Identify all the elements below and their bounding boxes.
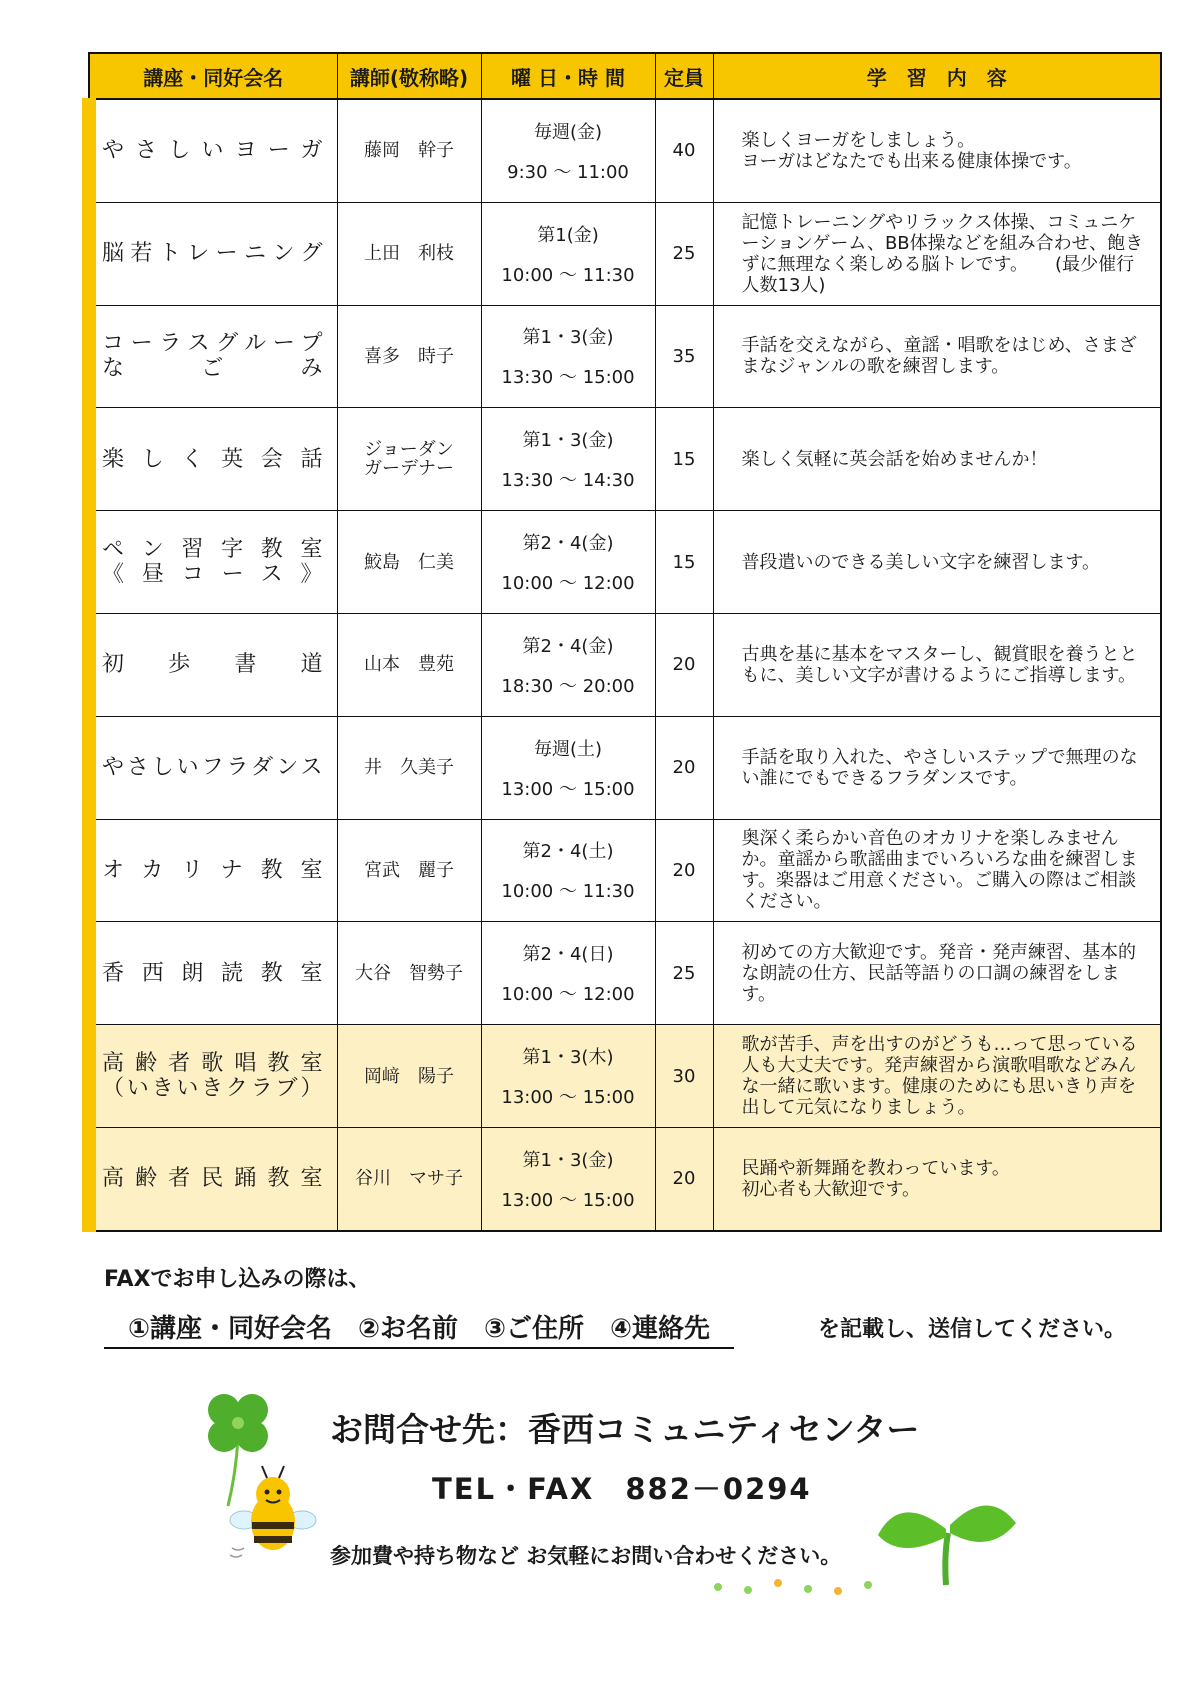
teacher-name: 鮫島 仁美 (337, 511, 481, 614)
course-content: 歌が苦手、声を出すのがどうも…って思っている人も大丈夫です。発声練習から演歌唱歌などみんな一緒に歌います。健康のためにも思いきり声を出して元気になりましょう。 (713, 1025, 1161, 1128)
course-name (89, 305, 337, 408)
contact-note: 参加費や持ち物など お気軽にお問い合わせください。 (330, 1544, 842, 1568)
header-content: 学 習 内 容 (713, 53, 1161, 99)
teacher-name: 井 久美子 (337, 716, 481, 819)
course-content: 民踊や新舞踊を教わっています。 初心者も大歓迎です。 (713, 1127, 1161, 1230)
teacher-name: 谷川 マサ子 (337, 1127, 481, 1230)
teacher-name: 藤岡 幹子 (337, 99, 481, 202)
course-content: 楽しくヨーガをしましょう。 ヨーガはどなたでも出来る健康体操です。 (713, 99, 1161, 202)
table-row (89, 716, 1161, 819)
capacity: 20 (655, 613, 713, 716)
table-row (89, 922, 1161, 1025)
course-content: 普段遣いのできる美しい文字を練習します。 (713, 511, 1161, 614)
schedule-day: 第1(金) (537, 224, 599, 246)
capacity: 20 (655, 819, 713, 922)
capacity: 15 (655, 408, 713, 511)
course-name (89, 202, 337, 305)
course-name (89, 1025, 337, 1128)
schedule-time: 10:00 ～ 12:00 (501, 573, 635, 595)
schedule-time: 13:30 ～ 15:00 (501, 367, 635, 389)
course-content: 手話を交えながら、童謡・唱歌をはじめ、さまざまなジャンルの歌を練習します。 (713, 305, 1161, 408)
capacity: 30 (655, 1025, 713, 1128)
schedule-day: 第1・3(金) (522, 430, 614, 452)
header-time: 曜 日・時 間 (481, 53, 655, 99)
schedule-time: 13:30 ～ 14:30 (501, 470, 635, 492)
course-name-line: やさしいヨーガ (102, 138, 323, 164)
schedule-day: 第1・3(金) (522, 327, 614, 349)
fax-items: ①講座・同好会名 ②お名前 ③ご住所 ④連絡先 (104, 1308, 734, 1349)
table-row (89, 819, 1161, 922)
teacher-name: 喜多 時子 (337, 305, 481, 408)
schedule-day: 第2・4(日) (522, 944, 614, 966)
schedule-time: 13:00 ～ 15:00 (501, 1189, 635, 1211)
fax-intro: FAXでお申し込みの際は、 (104, 1267, 371, 1292)
schedule-day: 毎週(金) (533, 121, 603, 143)
teacher-name: 宮武 麗子 (337, 819, 481, 922)
course-content: 記憶トレーニングやリラックス体操、コミュニケーションゲーム、BB体操などを組み合わせ、飽きずに無理なく楽しめる脳トレです。 (最少催行人数13人) (713, 202, 1161, 305)
schedule-time: 13:00 ～ 15:00 (501, 1087, 635, 1109)
course-content: 奥深く柔らかい音色のオカリナを楽しみませんか。童謡から歌謡曲までいろいろな曲を練習します。楽器はご用意ください。ご購入の際はご相談ください。 (713, 819, 1161, 922)
course-name (89, 716, 337, 819)
course-name (89, 99, 337, 202)
course-name-line: （いきいきクラブ） (102, 1076, 323, 1102)
course-name-line: 楽しく英会話 (102, 446, 323, 472)
table-header-row (89, 53, 1161, 99)
header-name: 講座・同好会名 (89, 53, 337, 99)
course-content: 初めての方大歓迎です。発音・発声練習、基本的な朗読の仕方、民話等語りの口調の練習をします。 (713, 922, 1161, 1025)
course-name-line: 高齢者民踊教室 (102, 1166, 323, 1192)
course-name (89, 819, 337, 922)
course-content: 楽しく気軽に英会話を始めませんか！ (713, 408, 1161, 511)
course-name (89, 408, 337, 511)
schedule (481, 511, 655, 614)
schedule (481, 819, 655, 922)
schedule-time: 10:00 ～ 12:00 (501, 984, 635, 1006)
table-row (89, 408, 1161, 511)
schedule-day: 第2・4(土) (522, 841, 614, 863)
course-name-line: コーラスグループ (102, 331, 323, 357)
teacher-name: 山本 豊苑 (337, 613, 481, 716)
table-row (89, 613, 1161, 716)
schedule (481, 1127, 655, 1230)
teacher-name: 上田 利枝 (337, 202, 481, 305)
teacher-name: 大谷 智勢子 (337, 922, 481, 1025)
schedule-day: 第2・4(金) (522, 635, 614, 657)
table-row (89, 511, 1161, 614)
course-name-line: 《昼コース》 (102, 562, 323, 588)
schedule (481, 1025, 655, 1128)
schedule-day: 第2・4(金) (522, 533, 614, 555)
schedule (481, 716, 655, 819)
course-name-line: 脳若トレーニング (102, 241, 323, 267)
course-name-line: 初歩書道 (102, 652, 323, 678)
course-name (89, 613, 337, 716)
header-teacher: 講師(敬称略) (337, 53, 481, 99)
capacity: 15 (655, 511, 713, 614)
schedule-day: 第1・3(金) (522, 1149, 614, 1171)
fax-suffix: を記載し、送信してください。 (818, 1317, 1127, 1342)
table-row (89, 305, 1161, 408)
table-row (89, 1127, 1161, 1230)
course-name-line: オカリナ教室 (102, 857, 323, 883)
schedule-time: 10:00 ～ 11:30 (501, 881, 635, 903)
course-name-line: ペン習字教室 (102, 537, 323, 563)
course-name (89, 511, 337, 614)
course-name-line: 高齢者歌唱教室 (102, 1051, 323, 1077)
course-name (89, 922, 337, 1025)
capacity: 35 (655, 305, 713, 408)
teacher-name: ジョーダン ガーデナー (337, 408, 481, 511)
course-name (89, 1127, 337, 1230)
course-name-line: 香西朗読教室 (102, 960, 323, 986)
contact-title: お問合せ先：香西コミュニティセンター (330, 1410, 920, 1449)
course-name-line: やさしいフラダンス (102, 755, 323, 781)
table-row (89, 202, 1161, 305)
schedule-time: 13:00 ～ 15:00 (501, 778, 635, 800)
schedule (481, 202, 655, 305)
teacher-name: 岡﨑 陽子 (337, 1025, 481, 1128)
capacity: 20 (655, 716, 713, 819)
schedule-time: 10:00 ～ 11:30 (501, 264, 635, 286)
schedule-day: 毎週(土) (533, 738, 603, 760)
header-capacity: 定員 (655, 53, 713, 99)
schedule-day: 第1・3(木) (522, 1047, 614, 1069)
schedule (481, 305, 655, 408)
capacity: 20 (655, 1127, 713, 1230)
course-name-line: なごみ (102, 356, 323, 382)
schedule-time: 9:30 ～ 11:00 (507, 161, 629, 183)
capacity: 40 (655, 99, 713, 202)
capacity: 25 (655, 922, 713, 1025)
schedule (481, 408, 655, 511)
course-content: 古典を基に基本をマスターし、観賞眼を養うとともに、美しい文字が書けるようにご指導します。 (713, 613, 1161, 716)
course-table (82, 52, 1162, 1232)
schedule (481, 922, 655, 1025)
table-row (89, 1025, 1161, 1128)
decorative-dots (712, 1575, 912, 1599)
schedule (481, 99, 655, 202)
contact-tel: TEL・FAX 882－0294 (432, 1472, 812, 1506)
course-content: 手話を取り入れた、やさしいステップで無理のない誰にでもできるフラダンスです。 (713, 716, 1161, 819)
bee-icon (228, 1460, 318, 1560)
table-row (89, 99, 1161, 202)
capacity: 25 (655, 202, 713, 305)
schedule (481, 613, 655, 716)
schedule-time: 18:30 ～ 20:00 (501, 675, 635, 697)
